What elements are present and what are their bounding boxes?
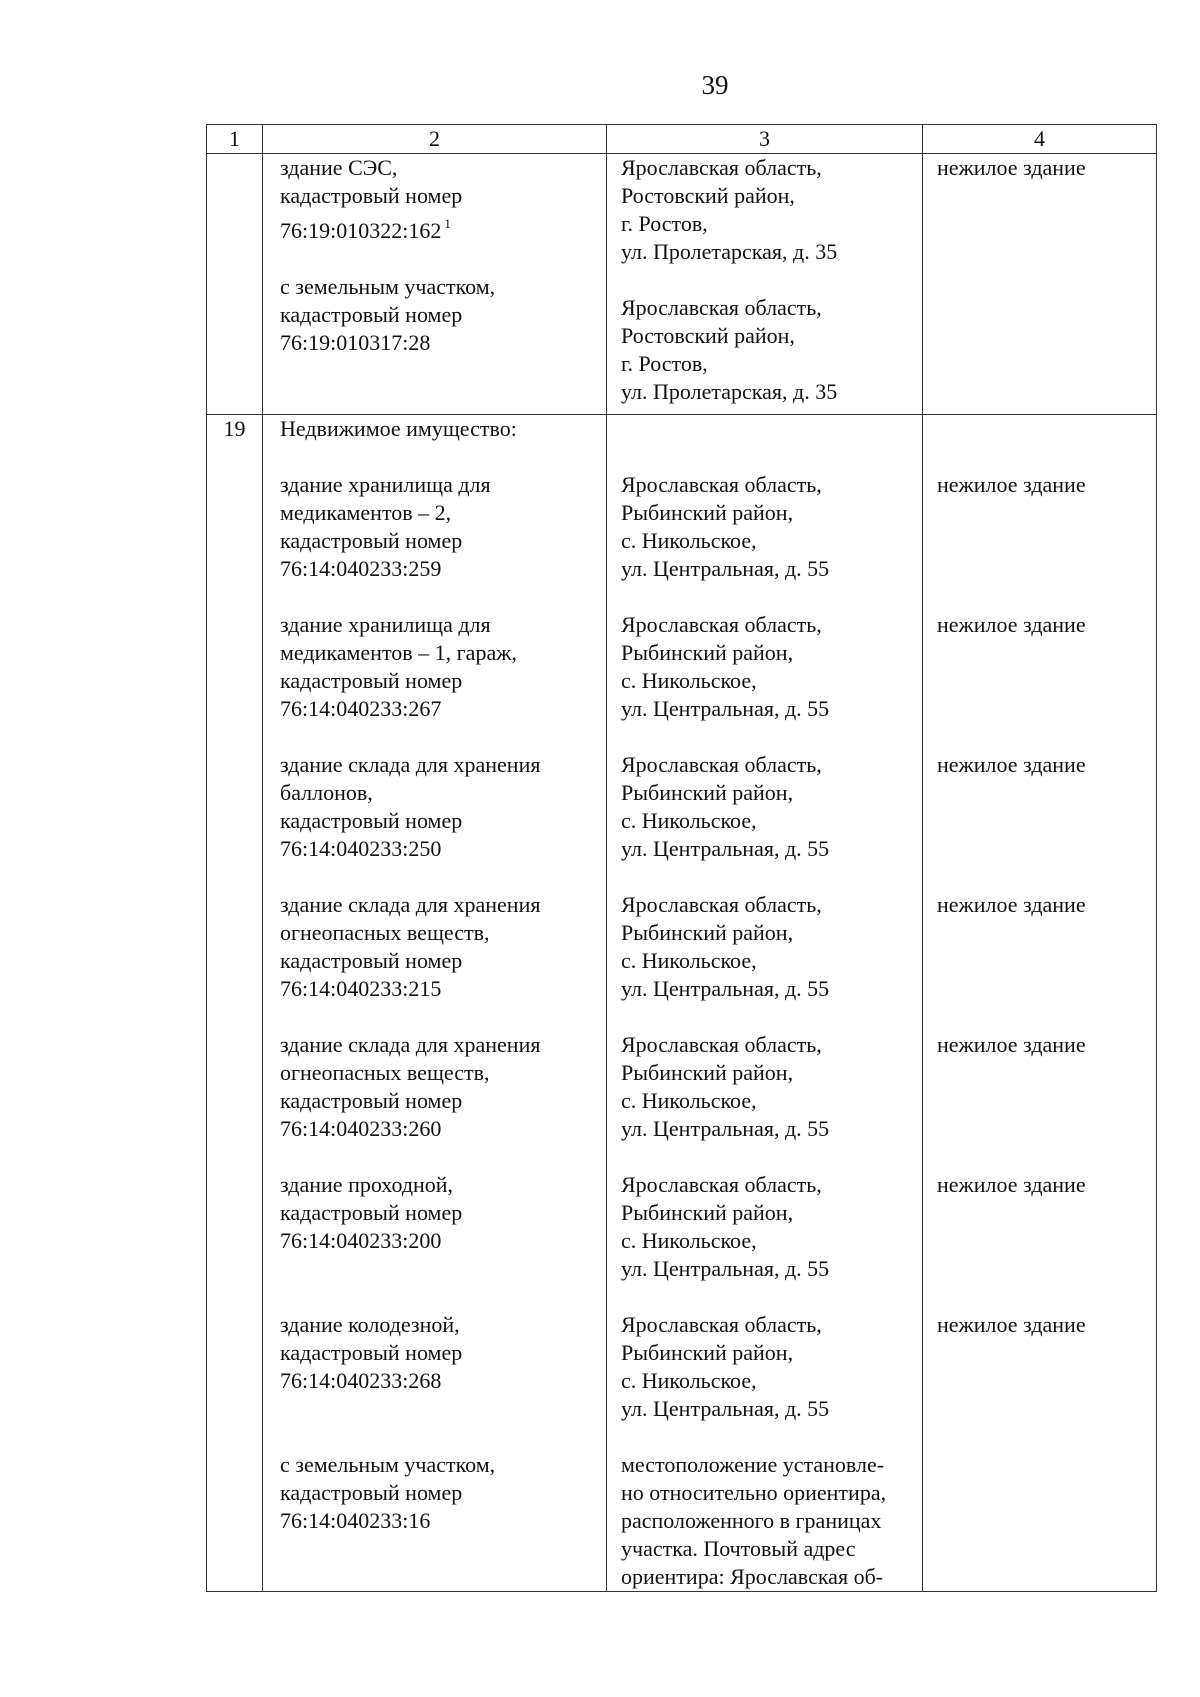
page-number: 39 [701, 70, 729, 100]
column-header: 2 [263, 125, 607, 154]
object-description: здание проходной, кадастровый номер 76:14:040233:200 [280, 1172, 463, 1253]
column-header: 1 [207, 125, 263, 154]
table-row [207, 415, 1157, 1592]
object-type: нежилое здание [937, 1032, 1086, 1057]
object-description: здание хранилища для медикаментов – 2, кадастровый номер 76:14:040233:259 [280, 472, 491, 581]
object-description: здание колодезной, кадастровый номер 76:14:040233:268 [280, 1312, 463, 1393]
footnote-marker: 1 [444, 216, 451, 231]
object-type: нежилое здание [937, 892, 1086, 917]
description-cell [263, 415, 607, 1592]
description-cell [263, 154, 607, 415]
type-cell [923, 415, 1157, 1592]
row-number-cell: 19 [207, 415, 263, 1592]
address-cell [607, 154, 923, 415]
object-address: местоположение установле- но относительно ориентира, расположенного в границах участка. Почтовый адрес ориентира: Ярославская об- [621, 1452, 887, 1589]
object-type: нежилое здание [937, 752, 1086, 777]
table-header-row [207, 125, 1157, 154]
object-description: здание СЭС, кадастровый номер 76:19:010322:162 $^1$ [280, 155, 463, 243]
object-address: Ярославская область, Рыбинский район, с. Никольское, ул. Центральная, д. 55 [621, 1172, 830, 1281]
object-address: Ярославская область, Ростовский район, г. Ростов, ул. Пролетарская, д. 35 [621, 295, 838, 404]
row-number-cell [207, 154, 263, 415]
object-description: с земельным участком, кадастровый номер 76:14:040233:16 [280, 1452, 496, 1533]
object-address: Ярославская область, Рыбинский район, с. Никольское, ул. Центральная, д. 55 [621, 472, 830, 581]
object-address: Ярославская область, Рыбинский район, с. Никольское, ул. Центральная, д. 55 [621, 752, 830, 861]
property-table [206, 124, 1157, 1592]
table-row [207, 154, 1157, 415]
object-address: Ярославская область, Рыбинский район, с. Никольское, ул. Центральная, д. 55 [621, 1032, 830, 1141]
object-description: с земельным участком, кадастровый номер 76:19:010317:28 [280, 274, 496, 355]
object-type: нежилое здание [937, 1312, 1086, 1337]
object-address: Ярославская область, Ростовский район, г. Ростов, ул. Пролетарская, д. 35 [621, 155, 838, 264]
address-cell [607, 415, 923, 1592]
object-type: нежилое здание [937, 472, 1086, 497]
column-header: 3 [607, 125, 923, 154]
object-address: Ярославская область, Рыбинский район, с. Никольское, ул. Центральная, д. 55 [621, 612, 830, 721]
row-heading: Недвижимое имущество: [280, 416, 517, 441]
type-cell [923, 154, 1157, 415]
object-type: нежилое здание [937, 612, 1086, 637]
object-type: нежилое здание [937, 1172, 1086, 1197]
object-address: Ярославская область, Рыбинский район, с. Никольское, ул. Центральная, д. 55 [621, 892, 830, 1001]
object-description: здание склада для хранения баллонов, кадастровый номер 76:14:040233:250 [280, 752, 541, 861]
object-description: здание хранилища для медикаментов – 1, гараж, кадастровый номер 76:14:040233:267 [280, 612, 517, 721]
object-description: здание склада для хранения огнеопасных веществ, кадастровый номер 76:14:040233:260 [280, 1032, 541, 1141]
column-header: 4 [923, 125, 1157, 154]
object-address: Ярославская область, Рыбинский район, с. Никольское, ул. Центральная, д. 55 [621, 1312, 830, 1421]
object-description: здание склада для хранения огнеопасных веществ, кадастровый номер 76:14:040233:215 [280, 892, 541, 1001]
object-type: нежилое здание [937, 155, 1086, 180]
